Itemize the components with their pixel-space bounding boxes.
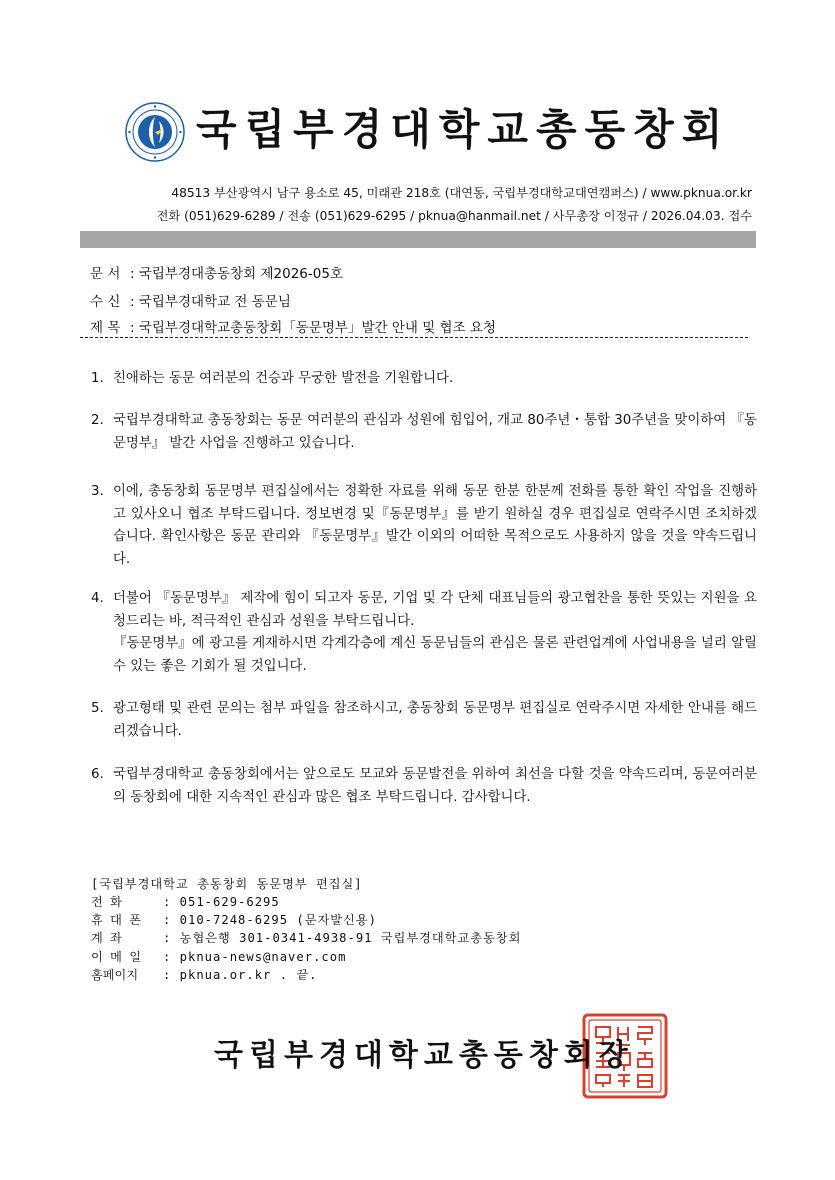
homepage-value: : pknua.or.kr . 끝.: [163, 968, 318, 982]
paragraph-number: 2.: [91, 413, 104, 428]
paragraph-number: 1.: [91, 371, 104, 386]
contact-email-row: [91, 948, 346, 965]
paragraph-6: [91, 764, 757, 809]
paragraph-number: 4.: [91, 591, 104, 606]
paragraph-text: 광고형태 및 관련 문의는 첨부 파일을 참조하시고, 총동창회 동문명부 편집실로 연락주시면 자세한 안내를 해드리겠습니다.: [113, 701, 757, 739]
paragraph-4: [91, 588, 757, 678]
mobile-value: : 010-7248-6295 (문자발신용): [163, 913, 377, 927]
subject-row: [90, 316, 496, 336]
recipient-label: 수 신: [90, 294, 121, 310]
phone-value: : 051-629-6295: [163, 895, 280, 909]
paragraph-number: 3.: [91, 484, 104, 499]
contact-mobile-row: [91, 911, 377, 928]
contact-line: 전화 (051)629-6289 / 전송 (051)629-6295 / pknua@hanmail.net / 사무총장 이정규 / 2026.04.03. 접수: [156, 209, 752, 223]
paragraph-text: 이에, 총동창회 동문명부 편집실에서는 정확한 자료를 위해 동문 한분 한분께 전화를 통한 확인 작업을 진행하고 있사오니 협조 부탁드립니다. 정보변경 및『동문명부』를 받기 원하실 경우 편집실로 연락주시면 조치하겠습니다. 확인사항은 동문 관리와 『동문명부』발간 이외의 어떠한 목적으로도 사용하지 않을 것을 약속드립니다.: [113, 484, 757, 567]
subject-label: 제 목: [90, 320, 121, 336]
address-line: 48513 부산광역시 남구 용소로 45, 미래관 218호 (대연동, 국립부경대학교대연캠퍼스) / www.pknua.or.kr: [171, 186, 752, 200]
paragraph-3: [91, 481, 757, 571]
recipient-value: : 국립부경대학교 전 동문님: [130, 294, 291, 310]
email-label: 이 메 일: [91, 950, 141, 964]
paragraph-number: 6.: [91, 767, 104, 782]
subject-value: : 국립부경대학교총동창회「동문명부」발간 안내 및 협조 요청: [130, 320, 496, 336]
signatory-name: 국립부경대학교총동창회장: [214, 1038, 634, 1073]
contact-account-row: [91, 929, 521, 946]
paragraph-2: [91, 410, 757, 455]
account-label: 계 좌: [91, 931, 122, 945]
header-divider-bar: [80, 231, 756, 248]
mobile-label: 휴 대 폰: [91, 913, 141, 927]
contact-heading: [국립부경대학교 총동창회 동문명부 편집실]: [91, 877, 363, 891]
dashed-separator: [80, 337, 748, 338]
email-value: : pknua-news@naver.com: [163, 950, 347, 964]
phone-label: 전 화: [91, 895, 122, 909]
paragraph-text: 국립부경대학교 총동창회는 동문 여러분의 관심과 성원에 힘입어, 개교 80주년・통합 30주년을 맞이하여 『동문명부』 발간 사업을 진행하고 있습니다.: [113, 413, 757, 451]
account-value: : 농협은행 301-0341-4938-91 국립부경대학교총동창회: [163, 931, 522, 945]
paragraph-5: [91, 698, 757, 743]
document-number-value: : 국립부경대총동창회 제2026-05호: [130, 266, 343, 282]
paragraph-text: 국립부경대학교 총동창회에서는 앞으로도 모교와 동문발전을 위하여 최선을 다할 것을 약속드리며, 동문여러분의 동창회에 대한 지속적인 관심과 많은 협조 부탁드립니다. 감사합니다.: [113, 767, 757, 805]
organization-title: 국립부경대학교총동창회: [196, 105, 731, 154]
paragraph-text: 더불어 『동문명부』 제작에 힘이 되고자 동문, 기업 및 각 단체 대표님들의 광고협찬을 통한 뜻있는 지원을 요청드리는 바, 적극적인 관심과 성원을 부탁드립니다.: [113, 591, 757, 629]
document-number-row: [90, 262, 343, 282]
homepage-label: 홈페이지: [91, 968, 139, 982]
recipient-row: [90, 290, 291, 310]
university-emblem-icon: [125, 102, 185, 162]
paragraph-text-continued: 『동문명부』에 광고를 게재하시면 각계각층에 계신 동문님들의 관심은 물론 관련업계에 사업내용을 널리 알릴 수 있는 좋은 기회가 될 것입니다.: [113, 636, 757, 674]
contact-homepage-row: [91, 966, 318, 983]
document-number-label: 문 서: [90, 266, 121, 282]
paragraph-number: 5.: [91, 701, 104, 716]
paragraph-text: 친애하는 동문 여러분의 건승과 무궁한 발전을 기원합니다.: [113, 371, 454, 386]
paragraph-1: [91, 368, 757, 391]
contact-phone-row: [91, 893, 280, 910]
